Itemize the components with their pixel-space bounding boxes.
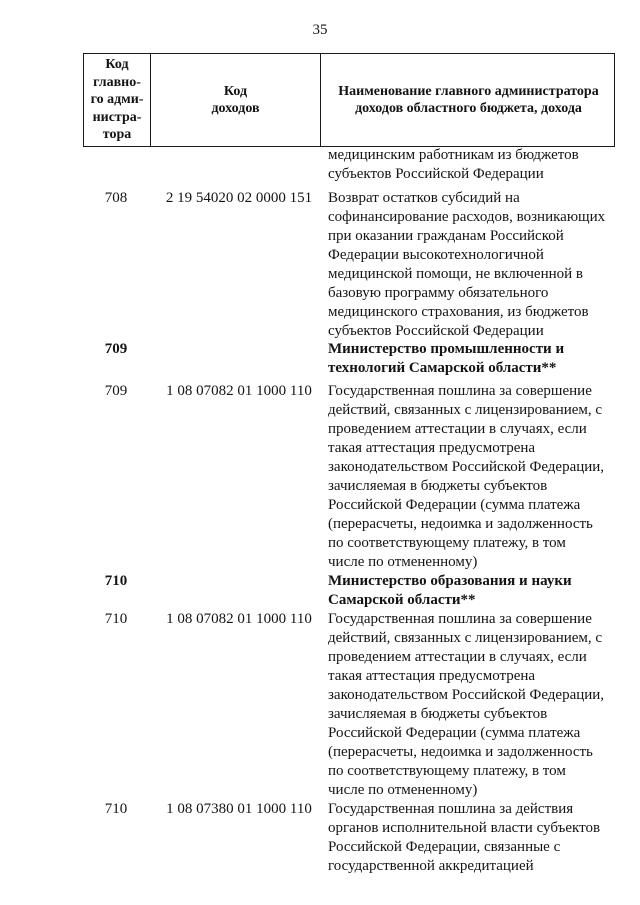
section-admin-code: 710 [104, 573, 128, 589]
row-name: Государственная пошлина за совершение действий, связанных с лицензированием, с проведением аттестации в случаях, если такая аттестация предусмотрена законодательством Российской Федерации, зачисляемая в бюджеты субъектов Российской Федерации (сумма платежа (перерасчеты, недоимка и задолженность по соответствующему платежу, в том числе по отмененному) [328, 611, 605, 798]
continuation-text: медицинским работникам из бюджетов субъектов Российской Федерации [328, 147, 579, 182]
page-number: 35 [312, 22, 328, 38]
row-name: Возврат остатков субсидий на софинансирование расходов, возникающих при оказании гражданам Российской Федерации высокотехнологичной медицинской помощи, не включенной в базовую программу обязательного медицинского страхования, из бюджетов субъектов Российской Федерации [328, 190, 606, 339]
header-admin-code: Код главно- го адми- нистра- тора [90, 57, 144, 143]
row-name: Государственная пошлина за совершение действий, связанных с лицензированием, с проведением аттестации в случаях, если такая аттестация предусмотрена законодательством Российской Федерации, зачисляемая в бюджеты субъектов Российской Федерации (сумма платежа (перерасчеты, недоимка и задолженность по соответствующему платежу, в том числе по отмененному) [328, 383, 605, 570]
row-admin-code: 709 [104, 383, 128, 399]
row-name: Государственная пошлина за действия органов исполнительной власти субъектов Российской Федерации, связанные с государственной аккредитацией [328, 801, 601, 874]
section-admin-code: 709 [104, 341, 128, 357]
header-revenue-code: Код доходов [211, 83, 260, 116]
row-admin-code: 708 [104, 190, 128, 206]
row-revenue-code: 1 08 07380 01 1000 110 [166, 801, 312, 817]
header-name: Наименование главного администратора доходов областного бюджета, дохода [338, 83, 599, 116]
row-revenue-code: 2 19 54020 02 0000 151 [165, 190, 313, 206]
row-revenue-code: 1 08 07082 01 1000 110 [166, 611, 312, 627]
row-admin-code: 710 [104, 611, 128, 627]
table-header [83, 53, 615, 147]
section-title: Министерство промышленности и технологий Самарской области** [328, 341, 565, 376]
row-revenue-code: 1 08 07082 01 1000 110 [166, 383, 312, 399]
section-title: Министерство образования и науки Самарской области** [328, 573, 572, 608]
row-admin-code: 710 [104, 801, 128, 817]
